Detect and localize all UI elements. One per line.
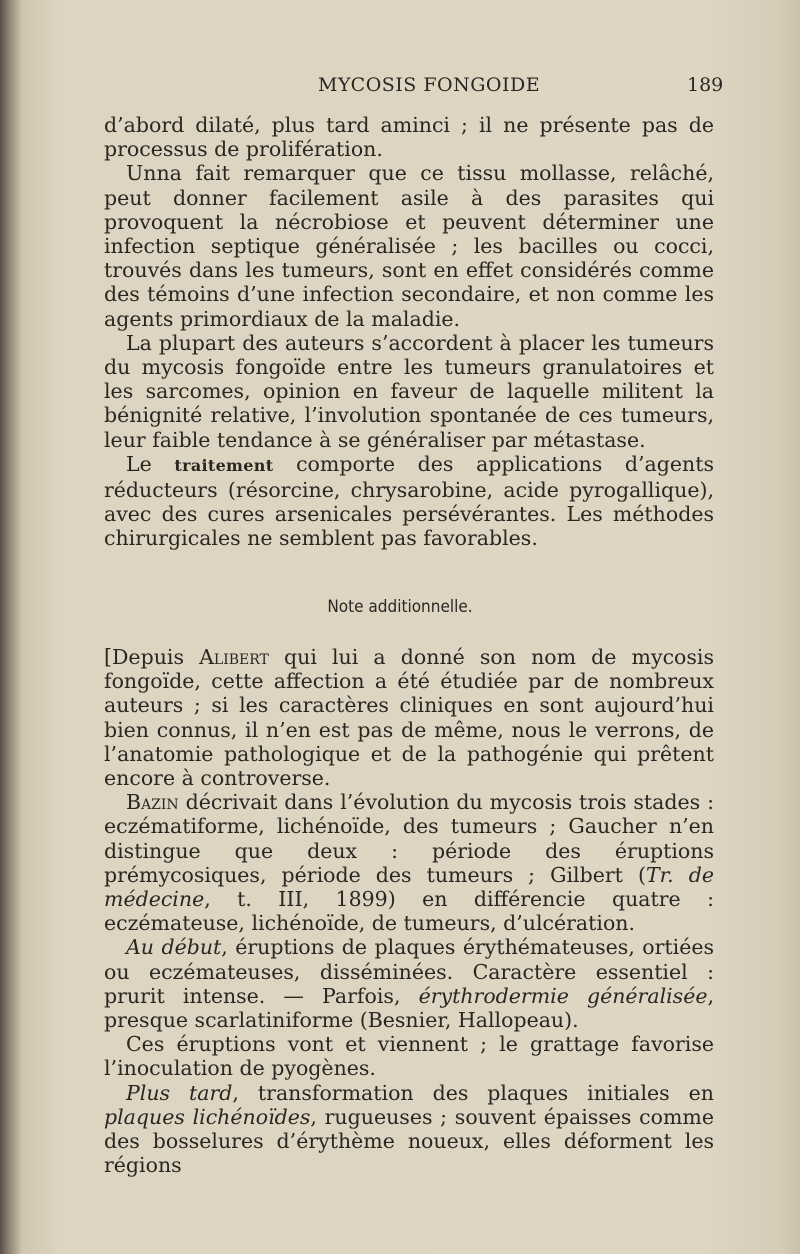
- page-number: 189: [687, 74, 724, 96]
- note-p3-a: , éruptions de plaques érythémateuses, ortiées ou eczémateuses, disséminées. Caractère essentiel : prurit intense. — Parfois,: [104, 935, 715, 1008]
- paragraph-3: La plupart des auteurs s’accordent à placer les tumeurs du mycosis fongoïde entre les tumeurs granulatoires et les sarcomes, opinion en faveur de laquelle militent la bénignité relative, l’involution spontanée de ces tumeurs, leur faible tendance à se généraliser par métastase.: [104, 330, 714, 452]
- note-p5-a: , transformation des plaques initiales en: [232, 1080, 714, 1105]
- note-p3-b: , presque scarlatiniforme (Besnier, Hallopeau).: [104, 983, 715, 1033]
- note-paragraph-2: [104, 790, 714, 935]
- note-paragraph-5: [104, 1081, 714, 1178]
- section-title: Note additionnelle.: [327, 597, 473, 617]
- page-header: [0, 72, 800, 102]
- paragraph-4-lead: Le: [126, 451, 175, 476]
- running-title: MYCOSIS FONGOIDE: [318, 74, 541, 96]
- note-p2-b: , t. III, 1899) en différencie quatre : eczémateuse, lichénoïde, de tumeurs, d’ulcération.: [104, 887, 714, 936]
- note-text: [104, 645, 714, 1177]
- term-erythrodermie: érythrodermie généralisée: [418, 983, 708, 1008]
- author-alibert: Alibert: [199, 645, 269, 669]
- note-paragraph-1: [104, 645, 714, 790]
- note-p1-rest: qui lui a donné son nom de mycosis fongoïde, cette affection a été étudiée par de nombreux auteurs ; si les caractères cliniques en sont aujourd’hui bien connus, il n’en est pas de même, nous le verrons, de l’anatomie pathologique et de la pathogénie qui prêtent encore à controverse.: [104, 645, 714, 791]
- note-p2-a: décrivait dans l’évolution du mycosis trois stades : eczématiforme, lichénoïde, des tumeurs ; Gaucher n’en distingue que deux : période des éruptions prémycosiques, période des tumeurs ; Gilbert (: [104, 790, 714, 887]
- term-au-debut: Au début: [126, 935, 222, 960]
- note-p5-b: , rugueuses ; souvent épaisses comme des bosselures d’érythème noueux, elles déforment les régions: [104, 1104, 715, 1178]
- paragraph-4: [104, 452, 714, 551]
- treatment-term: traitement: [174, 455, 274, 475]
- paragraph-1: d’abord dilaté, plus tard aminci ; il ne présente pas de processus de prolifération.: [104, 113, 714, 162]
- paragraph-2: Unna fait remarquer que ce tissu mollasse, relâché, peut donner facilement asile à des parasites qui provoquent la nécrobiose et peuvent déterminer une infection septique généralisée ; les bacilles ou cocci, trouvés dans les tumeurs, sont en effet considérés comme des témoins d’une infection secondaire, et non comme les agents primordiaux de la maladie.: [104, 161, 714, 331]
- main-text: [104, 113, 714, 551]
- paragraph-4-rest: comporte des applications d’agents réducteurs (résorcine, chrysarobine, acide pyrogallique), avec des cures arsenicales persévérantes. Les méthodes chirurgicales ne semblent pas favorables.: [104, 451, 714, 551]
- reference-title: Tr. de médecine: [104, 862, 714, 912]
- note-p1-lead: [Depuis: [104, 645, 200, 669]
- term-plus-tard: Plus tard: [126, 1080, 233, 1105]
- note-paragraph-3: [104, 935, 714, 1032]
- term-plaques-lichenoides: plaques lichénoïdes: [104, 1104, 311, 1129]
- note-paragraph-4: Ces éruptions vont et viennent ; le grattage favorise l’inoculation de pyogènes.: [104, 1032, 714, 1081]
- author-bazin: Bazin: [126, 790, 179, 815]
